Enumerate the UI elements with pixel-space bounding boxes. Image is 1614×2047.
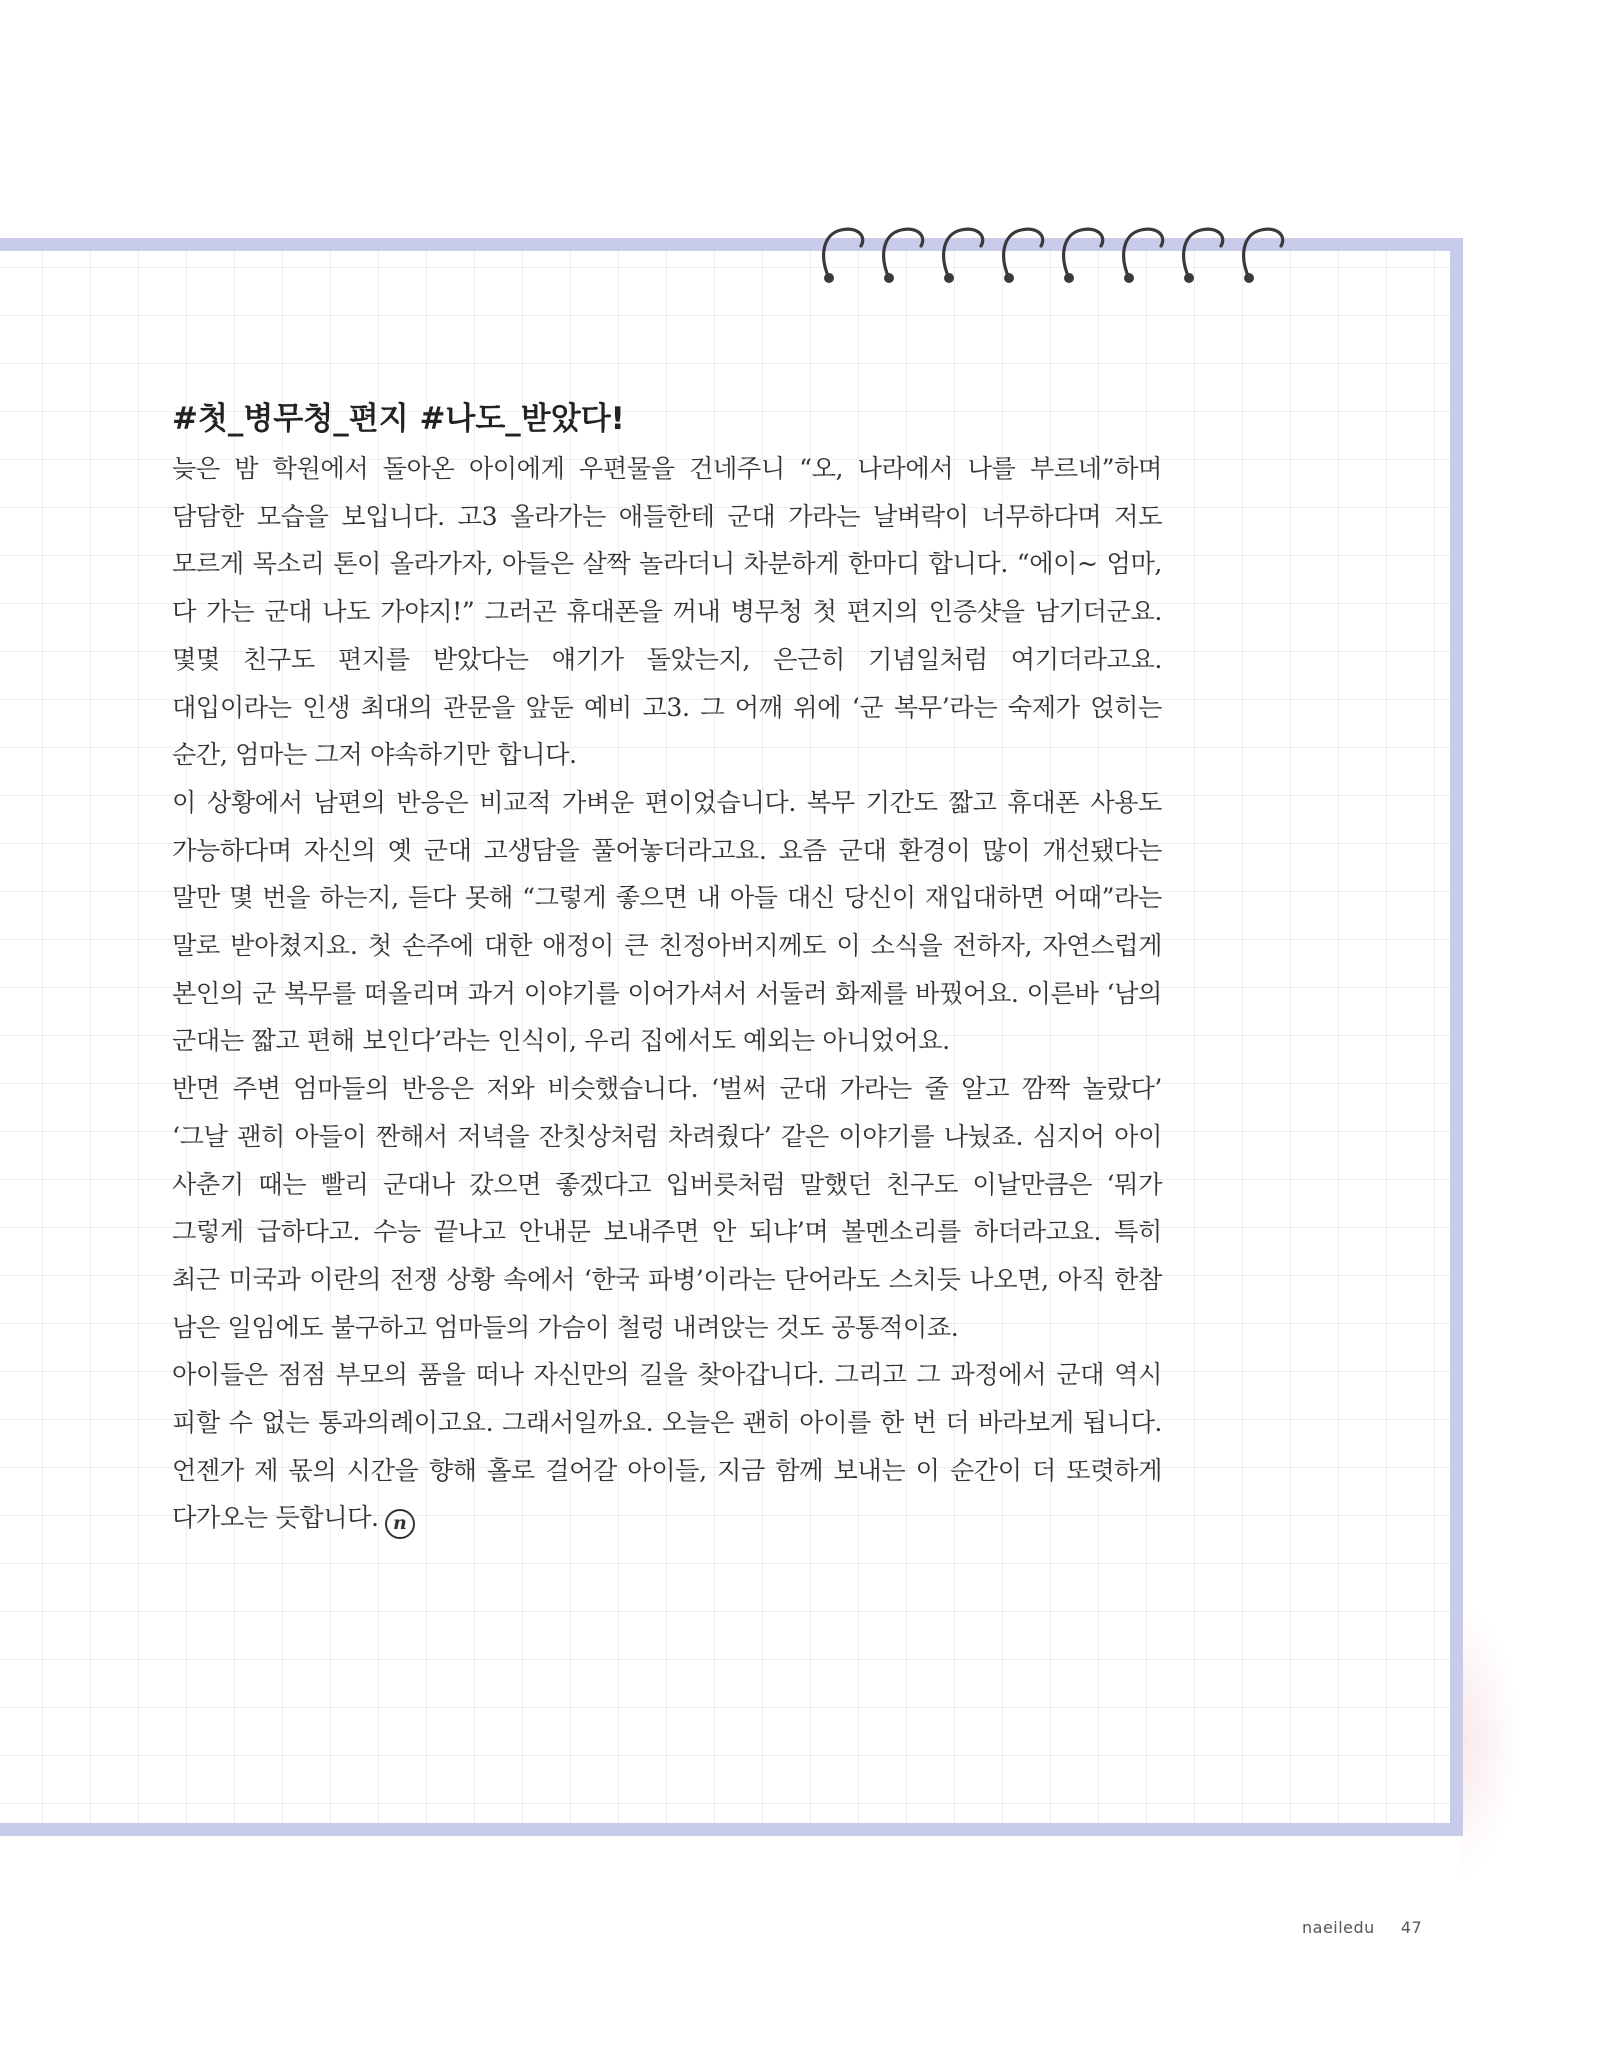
article-heading: #첫_병무청_편지 #나도_받았다! [172,401,625,437]
spiral-ring-icon [1175,212,1235,292]
spiral-ring-icon [815,212,875,292]
footer-brand: naeiledu [1302,1918,1375,1937]
paragraph-4 [172,1351,1162,1542]
spiral-ring-icon [1235,212,1295,292]
spiral-binding [815,212,1455,292]
spiral-ring-icon [995,212,1055,292]
page-number: 47 [1400,1918,1423,1937]
spiral-ring-icon [1055,212,1115,292]
article-body [172,393,1162,1542]
paragraph-3: 반면 주변 엄마들의 반응은 저와 비슷했습니다. ‘벌써 군대 가라는 줄 알고 깜짝 놀랐다’ ‘그날 괜히 아들이 짠해서 저녁을 잔칫상처럼 차려줬다’ 같은 이야기를 나눴죠. 심지어 아이 사춘기 때는 빨리 군대나 갔으면 좋겠다고 입버릇처럼 말했던 친구도 이날만큼은 ‘뭐가 그렇게 급하다고. 수능 끝나고 안내문 보내주면 안 되냐’며 볼멘소리를 하더라고요. 특히 최근 미국과 이란의 전쟁 상황 속에서 ‘한국 파병’이라는 단어라도 스치듯 나오면, 아직 한참 남은 일임에도 불구하고 엄마들의 가슴이 철렁 내려앉는 것도 공통적이죠. [172,1074,1162,1342]
spiral-ring-icon [1115,212,1175,292]
paragraph-2: 이 상황에서 남편의 반응은 비교적 가벼운 편이었습니다. 복무 기간도 짧고 휴대폰 사용도 가능하다며 자신의 옛 군대 고생담을 풀어놓더라고요. 요즘 군대 환경이 많이 개선됐다는 말만 몇 번을 하는지, 듣다 못해 “그렇게 좋으면 내 아들 대신 당신이 재입대하면 어때”라는 말로 받아쳤지요. 첫 손주에 대한 애정이 큰 친정아버지께도 이 소식을 전하자, 자연스럽게 본인의 군 복무를 떠올리며 과거 이야기를 이어가셔서 서둘러 화제를 바꿨어요. 이른바 ‘남의 군대는 짧고 편해 보인다’라는 인식이, 우리 집에서도 예외는 아니었어요. [172,787,1162,1056]
paragraph-4-text: 아이들은 점점 부모의 품을 떠나 자신만의 길을 찾아갑니다. 그리고 그 과정에서 군대 역시 피할 수 없는 통과의례이고요. 그래서일까요. 오늘은 괜히 아이를 한 번 더 바라보게 됩니다. 언젠가 제 몫의 시간을 향해 홀로 걸어갈 아이들, 지금 함께 보내는 이 순간이 더 또렷하게 다가오는 듯합니다. [172,1360,1162,1533]
paragraph-1: 늦은 밤 학원에서 돌아온 아이에게 우편물을 건네주니 “오, 나라에서 나를 부르네”하며 담담한 모습을 보입니다. 고3 올라가는 애들한테 군대 가라는 날벼락이 너무하다며 저도 모르게 목소리 톤이 올라가자, 아들은 살짝 놀라더니 차분하게 한마디 합니다. “에이~ 엄마, 다 가는 군대 나도 가야지!” 그러곤 휴대폰을 꺼내 병무청 첫 편지의 인증샷을 남기더군요. 몇몇 친구도 편지를 받았다는 얘기가 돌았는지, 은근히 기념일처럼 여기더라고요. 대입이라는 인생 최대의 관문을 앞둔 예비 고3. 그 어깨 위에 ‘군 복무’라는 숙제가 얹히는 순간, 엄마는 그저 야속하기만 합니다. [172,454,1162,770]
spiral-ring-icon [935,212,995,292]
page-footer [1302,1918,1422,1937]
spiral-ring-icon [875,212,935,292]
card-shadow [1460,1600,1520,1880]
end-mark-icon: n [385,1509,415,1539]
